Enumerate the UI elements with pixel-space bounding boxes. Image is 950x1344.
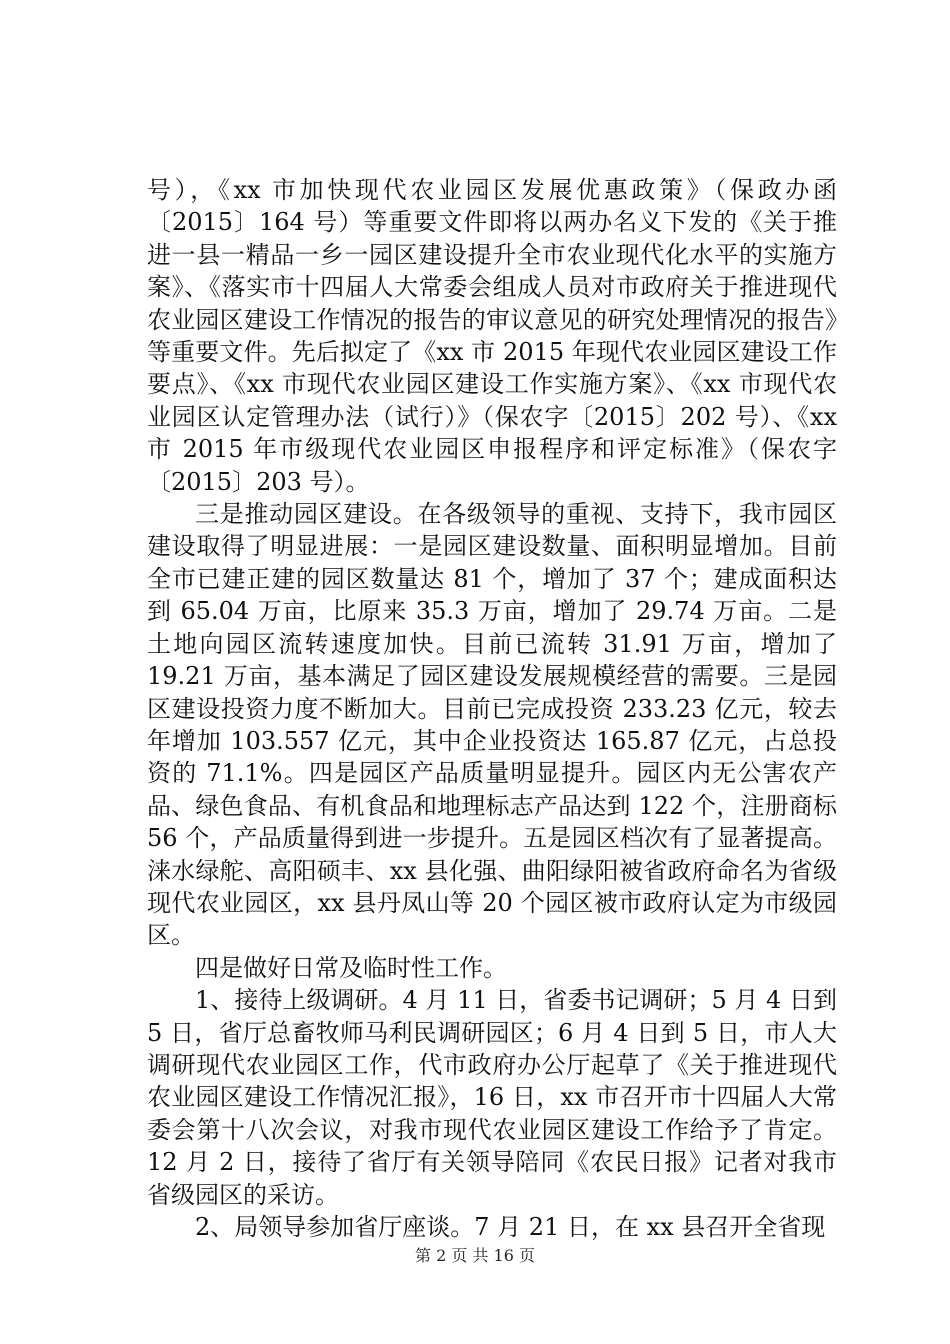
paragraph-daily-work-heading: 四是做好日常及临时性工作。: [195, 953, 507, 982]
page-number-footer: 第 2 页 共 16 页: [415, 1246, 535, 1265]
paragraph-policy-documents: 号），《xx 市加快现代农业园区发展优惠政策》（保政办函〔2015〕164 号）等重要文件即将以两办名义下发的《关于推进一县一精品一乡一园区建设提升全市农业现代化水平的实施方案》、《落实市十四届人大常委会组成人员对市政府关于推进现代农业园区建设工作情况的报告的审议意见的研究处理情况的报告》等重要文件。先后拟定了《xx 市 2015 年现代农业园区建设工作要点》、《xx 市现代农业园区建设工作实施方案》、《xx 市现代农业园区认定管理办法（试行）》（保农字〔2015〕202 号）、《xx 市 2015 年市级现代农业园区申报程序和评定标准》（保农字〔2015〕203 号）。: [147, 176, 837, 496]
paragraph-receive-inspection: 1、接待上级调研。4 月 11 日，省委书记调研；5 月 4 日到 5 日，省厅总畜牧师马利民调研园区；6 月 4 日到 5 日，市人大调研现代农业园区工作，代市政府办公厅起草了《关于推进现代农业园区建设工作情况汇报》，16 日，xx 市召开市十四届人大常委会第十八次会议，对我市现代农业园区建设工作给予了肯定。12 月 2 日，接待了省厅有关领导陪同《农民日报》记者对我市省级园区的采访。: [147, 986, 837, 1209]
document-body: [147, 174, 837, 1243]
paragraph-leader-symposium: 2、局领导参加省厅座谈。7 月 21 日，在 xx 县召开全省现: [195, 1213, 826, 1241]
paragraph-park-construction: 三是推动园区建设。在各级领导的重视、支持下，我市园区建设取得了明显进展：一是园区建设数量、面积明显增加。目前全市已建正建的园区数量达 81 个，增加了 37 个；建成面积达到 65.04 万亩，比原来 35.3 万亩，增加了 29.74 万亩。二是土地向园区流转速度加快。目前已流转 31.91 万亩，增加了 19.21 万亩，基本满足了园区建设发展规模经营的需要。三是园区建设投资力度不断加大。目前已完成投资 233.23 亿元，较去年增加 103.557 亿元，其中企业投资达 165.87 亿元，占总投资的 71.1%。四是园区产品质量明显提升。园区内无公害农产品、绿色食品、有机食品和地理标志产品达到 122 个，注册商标 56 个，产品质量得到进一步提升。五是园区档次有了显著提高。涞水绿舵、高阳硕丰、xx 县化强、曲阳绿阳被省政府命名为省级现代农业园区，xx 县丹凤山等 20 个园区被市政府认定为市级园区。: [147, 500, 837, 950]
